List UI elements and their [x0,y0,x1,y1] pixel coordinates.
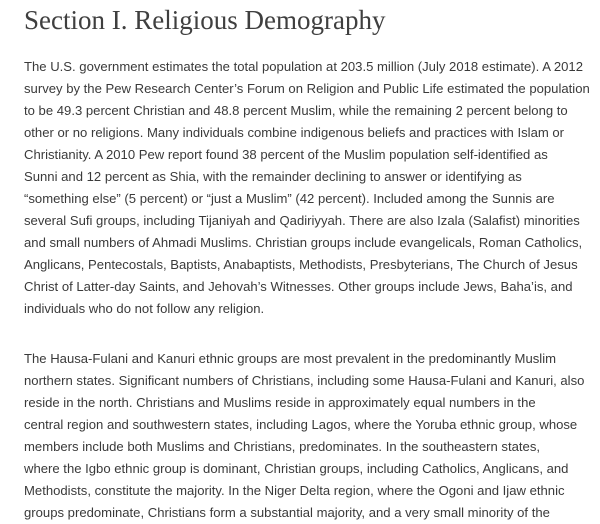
text-line: “something else” (5 percent) or “just a Muslim” (42 percent). Included among the Sunnis are [24,191,555,206]
text-line: Christianity. A 2010 Pew report found 38 percent of the Muslim population self-identified as [24,147,548,162]
text-line: central region and southwestern states, including Lagos, where the Yoruba ethnic group, whose [24,417,578,432]
text-line: The Hausa-Fulani and Kanuri ethnic groups are most prevalent in the predominantly Muslim [24,351,557,366]
text-line: Sunni and 12 percent as Shia, with the remainder declining to answer or identifying as [24,169,522,184]
text-line: where the Igbo ethnic group is dominant, Christian groups, including Catholics, Anglicans, and [24,461,569,476]
text-line: to be 49.3 percent Christian and 48.8 percent Muslim, while the remaining 2 percent belong to [24,103,568,118]
section-heading: Section I. Religious Demography [24,5,386,35]
text-line: Methodists, constitute the majority. In the Niger Delta region, where the Ogoni and Ijaw ethnic [24,483,565,498]
text-line: and small numbers of Ahmadi Muslims. Christian groups include evangelicals, Roman Catholics, [24,235,583,250]
text-line: northern states. Significant numbers of Christians, including some Hausa-Fulani and Kanuri, also [24,373,585,388]
text-line: survey by the Pew Research Center’s Forum on Religion and Public Life estimated the population [24,81,590,96]
paragraph-population [24,56,594,320]
text-line: Christ of Latter-day Saints, and Jehovah’s Witnesses. Other groups include Jews, Baha’is, and [24,279,573,294]
text-line: other or no religions. Many individuals combine indigenous beliefs and practices with Islam or [24,125,565,140]
text-line: Anglicans, Pentecostals, Baptists, Anabaptists, Methodists, Presbyterians, The Church of Jesus [24,257,578,272]
text-line: The U.S. government estimates the total population at 203.5 million (July 2018 estimate). A 2012 [24,59,583,74]
text-line: members include both Muslims and Christians, predominates. In the southeastern states, [24,439,541,454]
text-line: reside in the north. Christians and Muslims reside in approximately equal numbers in the [24,395,536,410]
paragraph-ethnic-groups [24,348,594,524]
text-line: individuals who do not follow any religion. [24,301,265,316]
text-line: several Sufi groups, including Tijaniyah and Qadiriyyah. There are also Izala (Salafist) minorities [24,213,580,228]
text-line: groups predominate, Christians form a substantial majority, and a very small minority of the [24,505,550,520]
